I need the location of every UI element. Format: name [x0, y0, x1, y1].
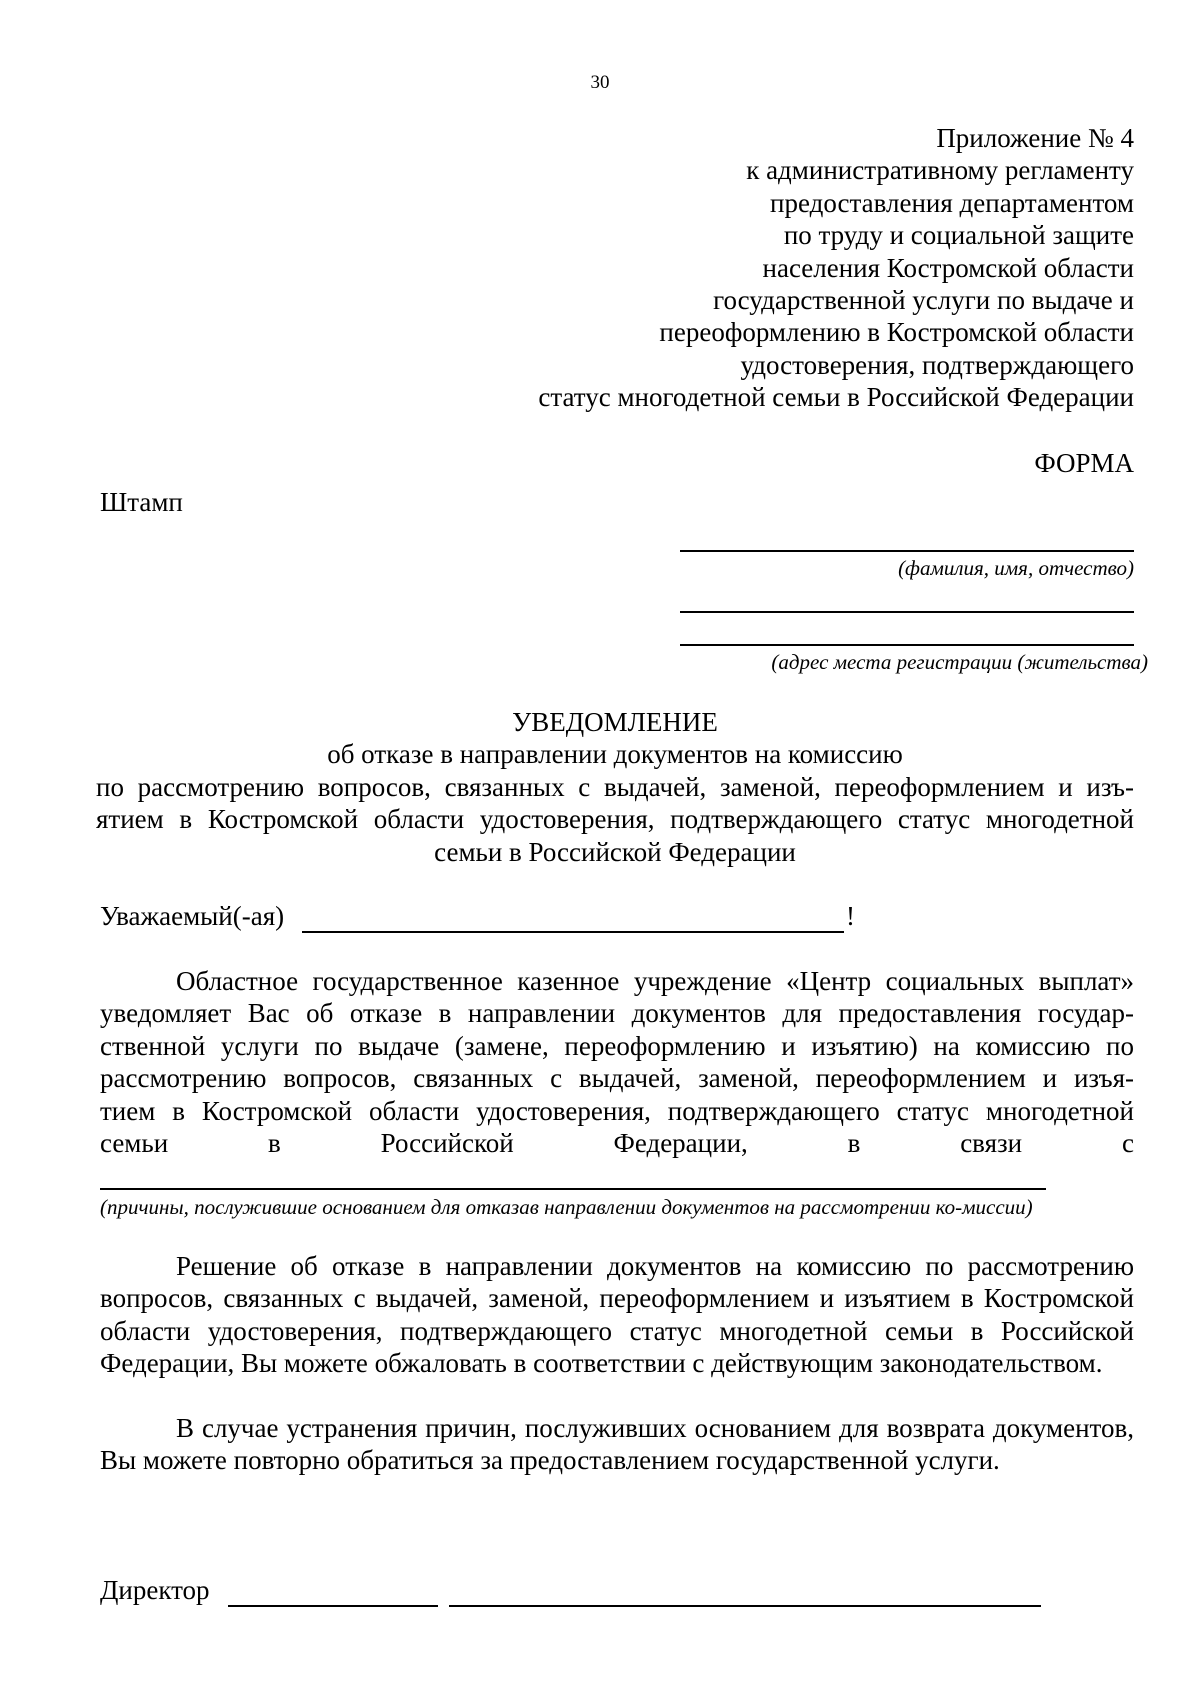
- word: в: [268, 1128, 281, 1159]
- fio-blank-line: [680, 550, 1134, 552]
- page-number: 30: [590, 72, 610, 93]
- appendix-line: по труду и социальной защите: [783, 220, 1134, 251]
- reason-blank-line: [100, 1188, 1046, 1190]
- appendix-line: предоставления департаментом: [770, 187, 1134, 218]
- para1-line: ственной услуги по выдаче (замене, переоформлению и изъятию) на комиссию по: [100, 1030, 1134, 1061]
- paragraph-reapply: В случае устранения причин, послуживших основанием для возврата документов, Вы можете повторно обратиться за предоставлением государственной услуги.: [100, 1413, 1134, 1476]
- appendix-line: удостоверения, подтверждающего: [740, 349, 1134, 380]
- appendix-line: к административному регламенту: [746, 155, 1134, 186]
- reason-note: (причины, послужившие основанием для отказав направлении документов на рассмотрении ко-миссии): [100, 1195, 1033, 1219]
- appendix-line: статус многодетной семьи в Российской Федерации: [538, 382, 1134, 413]
- word: с: [1121, 1128, 1134, 1159]
- appendix-line: переоформлению в Костромской области: [659, 317, 1134, 348]
- word: в: [847, 1128, 861, 1159]
- address-blank-line-1: [680, 611, 1134, 613]
- notice-title: УВЕДОМЛЕНИЕ: [512, 707, 718, 737]
- signature-blank: [228, 1605, 438, 1607]
- notice-subtitle-line: по рассмотрению вопросов, связанных с выдачей, заменой, переоформлением и изъ-: [96, 771, 1134, 802]
- address-caption: (адрес места регистрации (жительства): [771, 650, 1148, 674]
- para1-line: Областное государственное казенное учреждение «Центр социальных выплат»: [176, 966, 1134, 996]
- address-blank-line-2: [680, 644, 1134, 646]
- para1-line: уведомляет Вас об отказе в направлении документов для предоставления государ-: [100, 998, 1134, 1029]
- notice-subtitle-line: семьи в Российской Федерации: [434, 836, 796, 867]
- notice-subtitle-line: об отказе в направлении документов на комиссию: [327, 739, 903, 770]
- paragraph-notice: [100, 965, 1134, 1159]
- greeting-end-mark: !: [846, 901, 855, 931]
- signature-name-blank: [449, 1605, 1041, 1607]
- appendix-line: населения Костромской области: [762, 252, 1134, 283]
- word: семьи: [100, 1128, 169, 1159]
- form-label: ФОРМА: [1034, 448, 1134, 478]
- word: Российской: [380, 1128, 514, 1159]
- para1-line: рассмотрению вопросов, связанных с выдачей, заменой, переоформлением и изъя-: [100, 1063, 1134, 1094]
- greeting-name-blank: [302, 931, 844, 933]
- signature-label: Директор: [100, 1575, 210, 1605]
- appendix-header: [538, 122, 1134, 414]
- para1-last-line: [100, 1127, 1134, 1159]
- word: Федерации,: [613, 1128, 748, 1159]
- notice-heading: [96, 706, 1134, 868]
- greeting-label: Уважаемый(-ая): [100, 901, 285, 931]
- notice-subtitle-line: ятием в Костромской области удостоверения, подтверждающего статус многодетной: [96, 804, 1134, 835]
- appendix-line: государственной услуги по выдаче и: [713, 285, 1134, 316]
- paragraph-appeal: Решение об отказе в направлении документов на комиссию по рассмотрению вопросов, связанных с выдачей, заменой, переоформлением и изъятием в Костромской области удостоверения, подтверждающего статус многодетной семьи в Российской Федерации, Вы можете обжаловать в соответствии с действующим законодательством.: [100, 1251, 1134, 1379]
- fio-caption: (фамилия, имя, отчество): [898, 556, 1134, 580]
- stamp-label: Штамп: [100, 487, 183, 517]
- word: связи: [960, 1128, 1023, 1159]
- para1-line: тием в Костромской области удостоверения, подтверждающего статус многодетной: [100, 1095, 1134, 1126]
- appendix-line: Приложение № 4: [936, 123, 1134, 153]
